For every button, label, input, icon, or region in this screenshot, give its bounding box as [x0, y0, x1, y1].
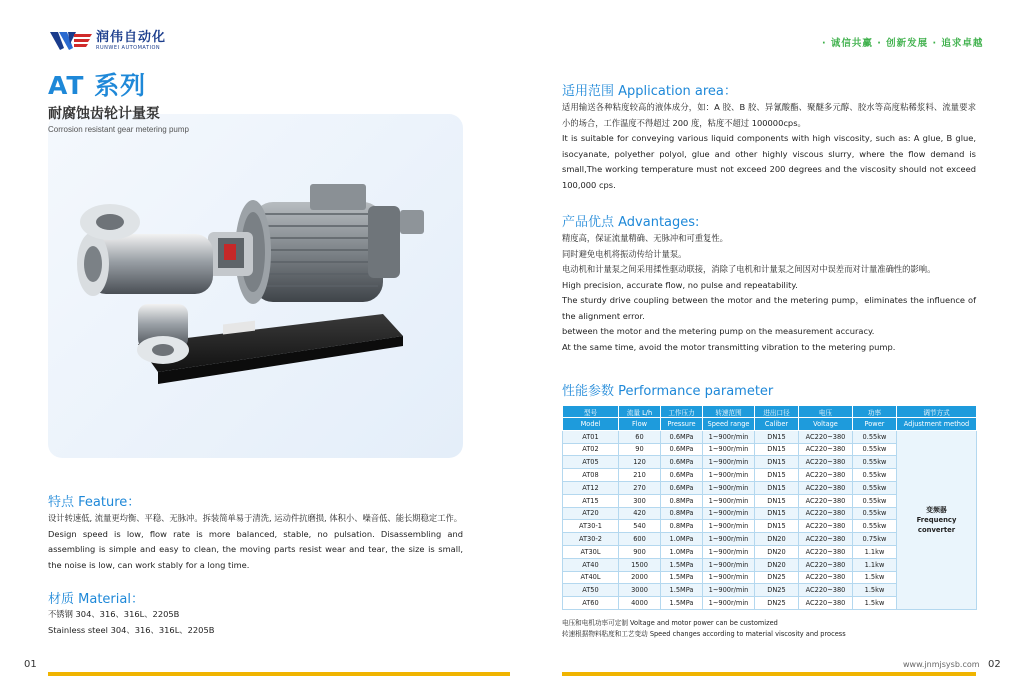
table-cell: AC220~380	[799, 533, 853, 546]
table-header-row-cn	[563, 406, 977, 418]
brand-logo	[50, 30, 166, 52]
header-model-en: Model	[563, 418, 619, 430]
table-cell: DN15	[755, 494, 799, 507]
header-speed-cn: 转速范围	[703, 406, 755, 418]
table-header-row-en	[563, 418, 977, 430]
page-number-right: 02	[988, 659, 1001, 670]
feature-text-en: Design speed is low, flow rate is more balanced, stable, no pulsation. Disassembling and assembling is simple and easy to clean, the moving parts resist wear and tear, the size is small, the noise is low, can work stably for a long time.	[48, 528, 463, 570]
table-cell: 0.6MPa	[661, 456, 703, 469]
table-cell: 0.55kw	[853, 456, 897, 469]
table-cell: 1~900r/min	[703, 584, 755, 597]
table-cell: 1.0MPa	[661, 545, 703, 558]
table-cell: 1~900r/min	[703, 481, 755, 494]
table-cell: AC220~380	[799, 430, 853, 443]
footer-bar-left	[48, 672, 510, 676]
table-cell: 2000	[619, 571, 661, 584]
table-cell: AT60	[563, 597, 619, 610]
table-cell: 0.8MPa	[661, 520, 703, 533]
table-cell: AT08	[563, 469, 619, 482]
adjustment-method-cell	[897, 430, 977, 609]
table-cell: DN20	[755, 545, 799, 558]
brand-name-en: RUNWEI AUTOMATION	[96, 45, 161, 51]
table-cell: 270	[619, 481, 661, 494]
table-cell: 1~900r/min	[703, 545, 755, 558]
table-cell: AC220~380	[799, 469, 853, 482]
table-cell: 0.55kw	[853, 430, 897, 443]
table-cell: 1.5kw	[853, 597, 897, 610]
product-name-en: Corrosion resistant gear metering pump	[48, 125, 189, 134]
table-cell: 1.0MPa	[661, 533, 703, 546]
table-cell: 540	[619, 520, 661, 533]
advantages-line: 同时避免电机将振动传给计量泵。	[562, 248, 687, 259]
table-cell: AC220~380	[799, 584, 853, 597]
table-cell: 1~900r/min	[703, 494, 755, 507]
table-cell: AT05	[563, 456, 619, 469]
table-cell: 210	[619, 469, 661, 482]
material-text-en: Stainless steel 304、316、316L、2205B	[48, 624, 215, 635]
material-title: 材质 Material：	[48, 592, 144, 607]
table-cell: 1~900r/min	[703, 571, 755, 584]
page-number-left: 01	[24, 659, 37, 670]
table-cell: AT40L	[563, 571, 619, 584]
table-cell: 900	[619, 545, 661, 558]
table-row	[563, 430, 977, 443]
application-text-en: It is suitable for conveying various liquid components with high viscosity, such as: A glue, B glue, isocyanate, polyether polyol, glue and other highly viscous slurry, where the flow demand is small,The working temperature must not exceed 200 degrees and the viscosity should not exceed 100,000 cps.	[562, 133, 976, 190]
table-cell: DN15	[755, 430, 799, 443]
table-cell: 0.55kw	[853, 507, 897, 520]
table-cell: 1~900r/min	[703, 597, 755, 610]
table-cell: 1.5kw	[853, 584, 897, 597]
table-cell: 1.5MPa	[661, 558, 703, 571]
application-text-cn: 适用输送各种粘度较高的液体成分，如：A 胶、B 胶、异氰酸酯、聚醚多元醇、胶水等高度粘稀浆料、流量要求小的场合，工作温度不得超过 200 度，粘度不超过 100000cps。	[562, 102, 976, 128]
table-cell: 1~900r/min	[703, 558, 755, 571]
table-cell: 1500	[619, 558, 661, 571]
header-speed-en: Speed range	[703, 418, 755, 430]
table-cell: 0.6MPa	[661, 430, 703, 443]
table-cell: AT30-1	[563, 520, 619, 533]
table-cell: 0.6MPa	[661, 443, 703, 456]
table-cell: 1~900r/min	[703, 533, 755, 546]
table-cell: AC220~380	[799, 494, 853, 507]
application-text	[562, 100, 976, 193]
advantages-line: The sturdy drive coupling between the motor and the metering pump，eliminates the influence of the alignment error.	[562, 295, 976, 321]
table-cell: DN20	[755, 533, 799, 546]
brand-name-cn: 润伟自动化	[96, 30, 167, 45]
table-cell: DN15	[755, 520, 799, 533]
table-cell: 1~900r/min	[703, 430, 755, 443]
header-power-cn: 功率	[853, 406, 897, 418]
feature-text	[48, 511, 463, 573]
table-cell: AC220~380	[799, 456, 853, 469]
table-cell: DN25	[755, 597, 799, 610]
table-cell: 0.8MPa	[661, 507, 703, 520]
material-text	[48, 607, 463, 638]
table-cell: 1~900r/min	[703, 443, 755, 456]
feature-title: 特点 Feature：	[48, 495, 141, 510]
table-cell: 1.1kw	[853, 545, 897, 558]
table-cell: AT20	[563, 507, 619, 520]
table-cell: 1~900r/min	[703, 520, 755, 533]
brand-logo-icon	[50, 30, 92, 52]
table-cell: 1.5MPa	[661, 584, 703, 597]
material-text-cn: 不锈钢 304、316、316L、2205B	[48, 609, 180, 619]
header-caliber-cn: 进出口径	[755, 406, 799, 418]
table-cell: 60	[619, 430, 661, 443]
table-cell: 600	[619, 533, 661, 546]
application-title: 适用范围 Application area：	[562, 84, 737, 99]
performance-table-body	[563, 430, 977, 609]
table-cell: 0.75kw	[853, 533, 897, 546]
feature-text-cn: 设计转速低, 流量更均衡、平稳、无脉冲。拆装简单易于清洗, 运动件抗磨损, 体积小、噪音低、能长期稳定工作。	[48, 513, 463, 523]
product-photo-panel	[48, 114, 463, 458]
table-cell: 90	[619, 443, 661, 456]
advantages-title: 产品优点 Advantages:	[562, 215, 700, 230]
table-cell: DN15	[755, 507, 799, 520]
table-cell: 1.5kw	[853, 571, 897, 584]
header-adjustment-cn: 调节方式	[897, 406, 977, 418]
table-cell: AC220~380	[799, 507, 853, 520]
table-cell: AT02	[563, 443, 619, 456]
header-pressure-cn: 工作压力	[661, 406, 703, 418]
table-cell: DN25	[755, 584, 799, 597]
header-adjustment-en: Adjustment method	[897, 418, 977, 430]
header-pressure-en: Pressure	[661, 418, 703, 430]
table-cell: 1~900r/min	[703, 507, 755, 520]
table-cell: AC220~380	[799, 558, 853, 571]
table-cell: AC220~380	[799, 571, 853, 584]
header-voltage-en: Voltage	[799, 418, 853, 430]
table-cell: 0.55kw	[853, 481, 897, 494]
table-cell: 420	[619, 507, 661, 520]
advantages-text	[562, 231, 976, 355]
gear-pump-illustration	[48, 114, 463, 458]
table-cell: AT50	[563, 584, 619, 597]
table-cell: DN15	[755, 456, 799, 469]
table-cell: 0.8MPa	[661, 494, 703, 507]
table-cell: DN15	[755, 481, 799, 494]
table-cell: DN15	[755, 443, 799, 456]
table-cell: 0.55kw	[853, 520, 897, 533]
table-cell: 0.55kw	[853, 443, 897, 456]
header-flow-cn: 流量 L/h	[619, 406, 661, 418]
table-cell: 300	[619, 494, 661, 507]
table-cell: 4000	[619, 597, 661, 610]
table-cell: AC220~380	[799, 481, 853, 494]
table-cell: AC220~380	[799, 597, 853, 610]
table-cell: AT30L	[563, 545, 619, 558]
header-flow-en: Flow	[619, 418, 661, 430]
product-name-cn: 耐腐蚀齿轮计量泵	[48, 106, 160, 122]
table-cell: 0.55kw	[853, 494, 897, 507]
table-cell: 1~900r/min	[703, 469, 755, 482]
adjustment-method-en: Frequency converter	[916, 515, 957, 534]
table-cell: DN20	[755, 558, 799, 571]
adjustment-method-cn: 变频器	[926, 505, 947, 514]
website-link[interactable]: www.jnmjsysb.com	[903, 660, 980, 669]
series-title: AT 系列	[48, 71, 147, 100]
table-cell: 3000	[619, 584, 661, 597]
table-cell: AT01	[563, 430, 619, 443]
table-cell: AC220~380	[799, 443, 853, 456]
table-cell: DN15	[755, 469, 799, 482]
performance-title: 性能参数 Performance parameter	[562, 384, 774, 399]
table-cell: 1.5MPa	[661, 571, 703, 584]
table-cell: 0.6MPa	[661, 481, 703, 494]
table-cell: 0.55kw	[853, 469, 897, 482]
table-cell: 0.6MPa	[661, 469, 703, 482]
table-cell: 1.5MPa	[661, 597, 703, 610]
performance-table	[562, 405, 977, 610]
advantages-line: 电动机和计量泵之间采用揉性驱动联接，消除了电机和计量泵之间因对中误差而对计量准确性的影响。	[562, 264, 936, 274]
advantages-line: High precision, accurate flow, no pulse and repeatability.	[562, 279, 798, 290]
header-voltage-cn: 电压	[799, 406, 853, 418]
slogan: · 诚信共赢 · 创新发展 · 追求卓越	[822, 38, 984, 49]
table-cell: AT30-2	[563, 533, 619, 546]
table-cell: 120	[619, 456, 661, 469]
table-cell: DN25	[755, 571, 799, 584]
table-cell: AT15	[563, 494, 619, 507]
header-power-en: Power	[853, 418, 897, 430]
table-cell: 1~900r/min	[703, 456, 755, 469]
header-model-cn: 型号	[563, 406, 619, 418]
advantages-line: 精度高，保证流量精确、无脉冲和可重复性。	[562, 233, 728, 243]
table-cell: 1.1kw	[853, 558, 897, 571]
header-caliber-en: Caliber	[755, 418, 799, 430]
table-cell: AC220~380	[799, 545, 853, 558]
table-cell: AT12	[563, 481, 619, 494]
footnote: 转速根据物料粘度和工艺变动 Speed changes according to material viscosity and process	[562, 630, 846, 638]
table-cell: AC220~380	[799, 520, 853, 533]
advantages-line: between the motor and the metering pump on the measurement accuracy.	[562, 326, 875, 336]
footnote: 电压和电机功率可定制 Voltage and motor power can be customized	[562, 619, 778, 627]
table-cell: AT40	[563, 558, 619, 571]
footer-bar-right	[562, 672, 976, 676]
advantages-line: At the same time, avoid the motor transmitting vibration to the metering pump.	[562, 341, 896, 352]
